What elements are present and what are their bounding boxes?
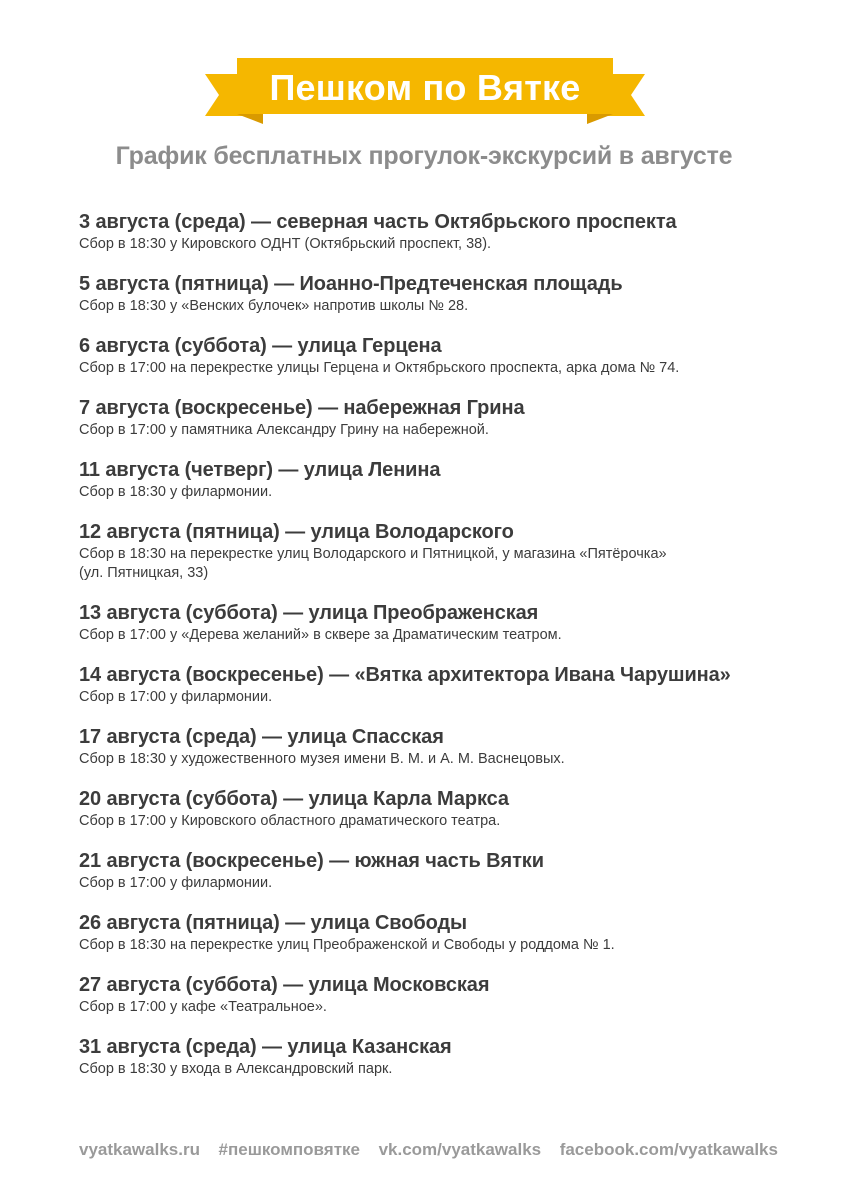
entry-title: 27 августа (суббота) — улица Московская [79,974,490,996]
schedule-entry [79,662,799,707]
entry-title: 5 августа (пятница) — Иоанно-Предтеченская площадь [79,273,623,295]
entry-title: 14 августа (воскресенье) — «Вятка архитектора Ивана Чарушина» [79,664,731,686]
entry-meeting-point: Сбор в 18:30 у филармонии. [79,484,273,500]
schedule-list [79,209,799,1096]
schedule-entry [79,271,799,316]
schedule-entry [79,209,799,254]
entry-meeting-point: Сбор в 18:30 у художественного музея имени В. М. и А. М. Васнецовых. [79,751,565,767]
entry-title: 17 августа (среда) — улица Спасская [79,726,444,748]
footer-site-link[interactable]: vyatkawalks.ru [79,1140,200,1159]
schedule-entry [79,457,799,502]
entry-title: 20 августа (суббота) — улица Карла Маркса [79,788,509,810]
schedule-entry [79,600,799,645]
entry-meeting-point: Сбор в 17:00 у Кировского областного драматического театра. [79,813,501,829]
entry-meeting-point: Сбор в 17:00 у памятника Александру Грину на набережной. [79,422,489,438]
entry-title: 31 августа (среда) — улица Казанская [79,1036,452,1058]
header-banner [205,58,645,126]
footer-hashtag: #пешкомповятке [218,1140,360,1159]
entry-meeting-point: Сбор в 17:00 на перекрестке улицы Герцена и Октябрьского проспекта, арка дома № 74. [79,360,680,376]
entry-meeting-point: Сбор в 17:00 у филармонии. [79,689,273,705]
entry-meeting-point: Сбор в 17:00 у «Дерева желаний» в сквере за Драматическим театром. [79,627,562,643]
schedule-entry [79,395,799,440]
footer-links [79,1140,778,1160]
entry-meeting-point: Сбор в 18:30 на перекрестке улиц Володарского и Пятницкой, у магазина «Пятёрочка» (ул. Пятницкая, 33) [79,546,667,581]
entry-title: 3 августа (среда) — северная часть Октябрьского проспекта [79,211,677,233]
schedule-entry [79,848,799,893]
entry-title: 12 августа (пятница) — улица Володарского [79,521,514,543]
schedule-entry [79,1034,799,1079]
schedule-entry [79,910,799,955]
entry-meeting-point: Сбор в 18:30 у «Венских булочек» напротив школы № 28. [79,298,469,314]
entry-title: 6 августа (суббота) — улица Герцена [79,335,442,357]
banner-title: Пешком по Вятке [269,67,581,108]
entry-title: 21 августа (воскресенье) — южная часть Вятки [79,850,544,872]
entry-meeting-point: Сбор в 17:00 у кафе «Театральное». [79,999,327,1015]
page-subtitle: График бесплатных прогулок-экскурсий в августе [115,142,733,170]
entry-meeting-point: Сбор в 17:00 у филармонии. [79,875,273,891]
entry-meeting-point: Сбор в 18:30 у входа в Александровский парк. [79,1061,393,1077]
schedule-entry [79,972,799,1017]
entry-title: 26 августа (пятница) — улица Свободы [79,912,468,934]
schedule-entry [79,333,799,378]
schedule-entry [79,519,799,583]
entry-title: 7 августа (воскресенье) — набережная Грина [79,397,525,419]
entry-meeting-point: Сбор в 18:30 на перекрестке улиц Преображенской и Свободы у роддома № 1. [79,937,615,953]
entry-meeting-point: Сбор в 18:30 у Кировского ОДНТ (Октябрьский проспект, 38). [79,236,492,252]
footer-vk-link[interactable]: vk.com/vyatkawalks [378,1140,542,1159]
entry-title: 13 августа (суббота) — улица Преображенская [79,602,539,624]
entry-title: 11 августа (четверг) — улица Ленина [79,459,441,481]
footer-facebook-link[interactable]: facebook.com/vyatkawalks [559,1140,778,1159]
schedule-entry [79,724,799,769]
schedule-entry [79,786,799,831]
